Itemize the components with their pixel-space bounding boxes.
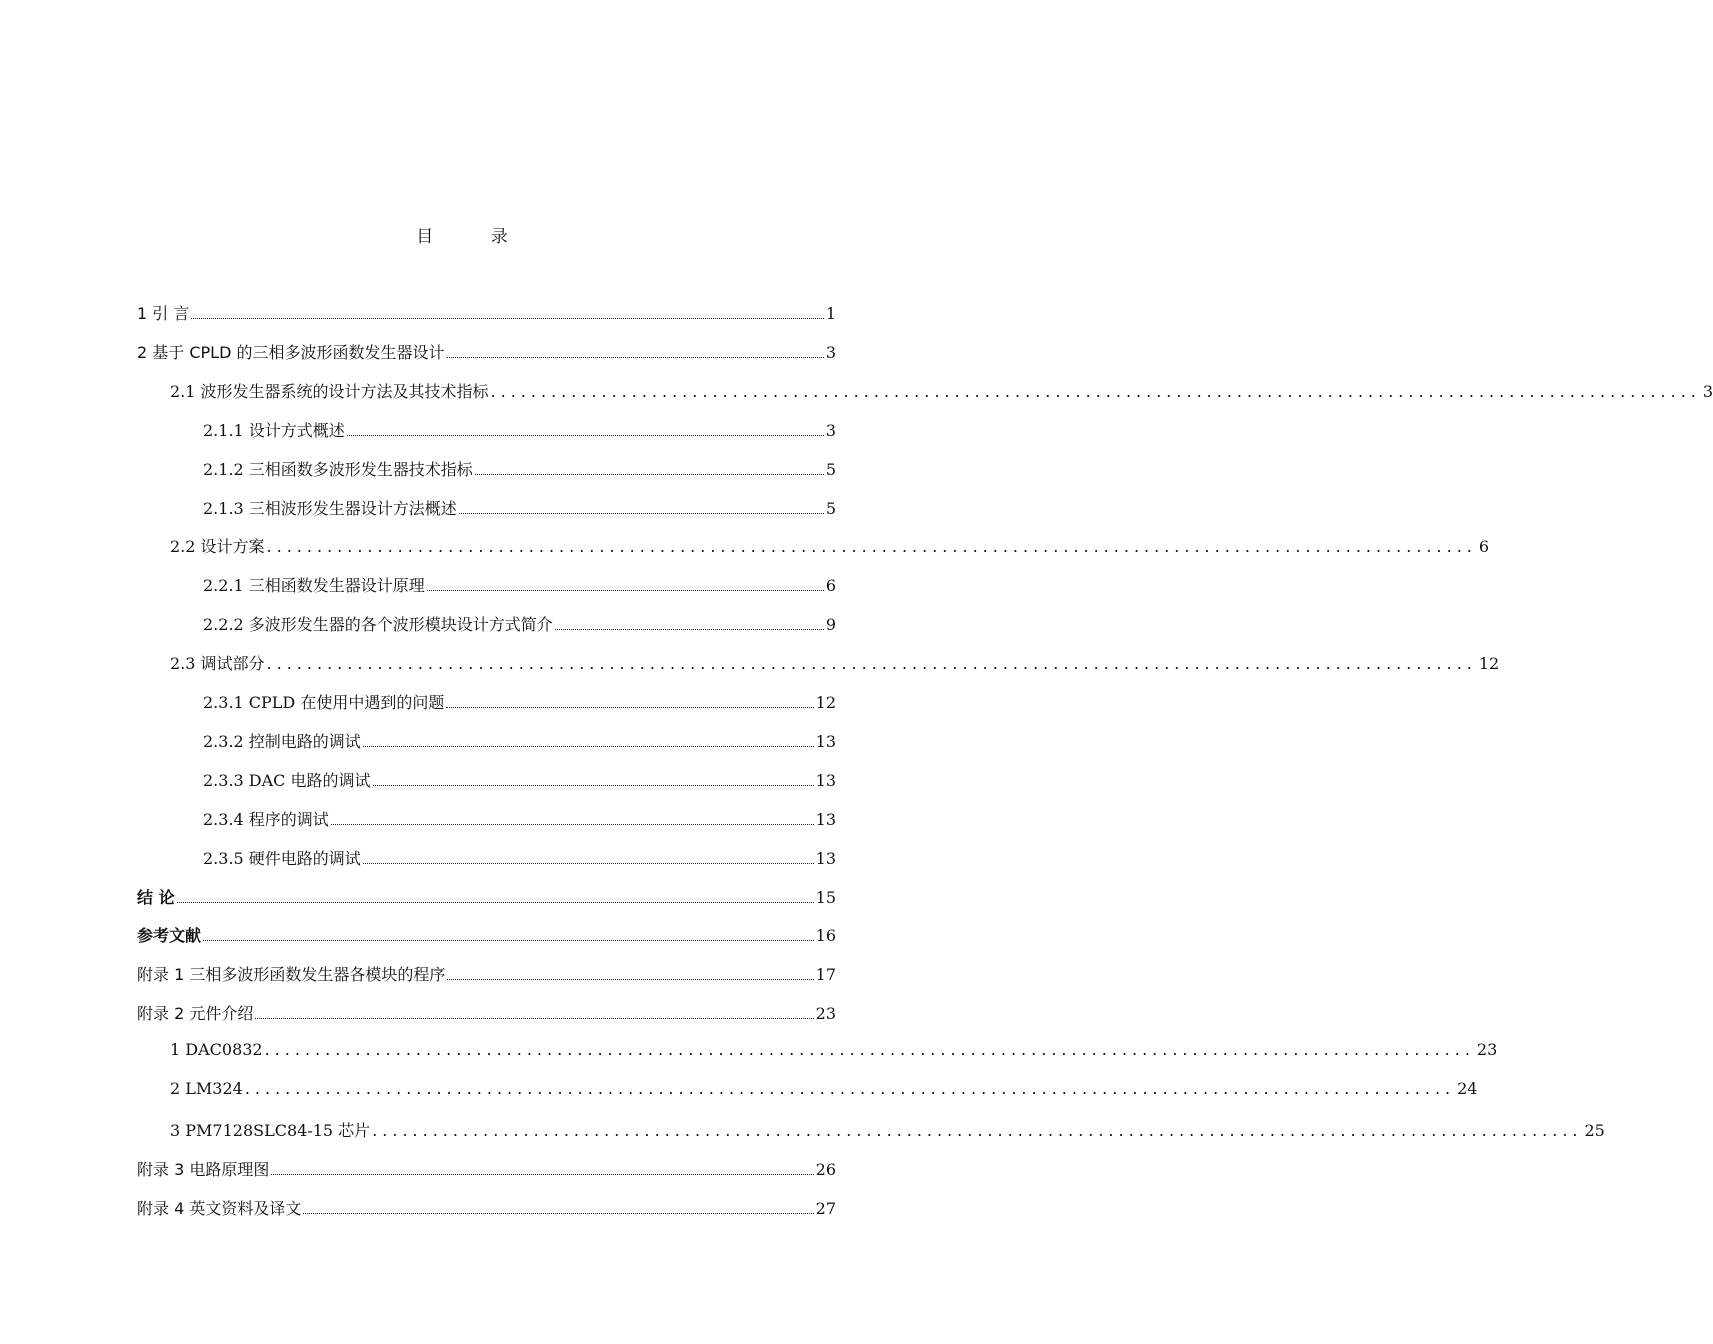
toc-entry-page: 3 [825, 342, 836, 362]
toc-entry[interactable] [137, 1001, 836, 1025]
toc-entry-label: 附录 3 电路原理图 [137, 1159, 270, 1179]
toc-entry-page: 15 [815, 887, 836, 907]
toc-entry-label: 2.3 调试部分 [170, 654, 265, 674]
toc-entry[interactable] [137, 1157, 836, 1181]
toc-entry-page: 16 [815, 926, 836, 946]
toc-entry[interactable] [203, 496, 836, 520]
toc-entry-label: 2.3.4 程序的调试 [203, 809, 329, 829]
dot-leader [363, 745, 814, 747]
toc-entry-label: 2.2 设计方案 [170, 537, 265, 557]
toc-entry-page: 23 [815, 1004, 836, 1024]
toc-entry-label: 2.2.1 三相函数发生器设计原理 [203, 576, 425, 596]
dot-leader [447, 978, 813, 980]
toc-entry-page: 5 [825, 498, 836, 518]
toc-entry[interactable] [203, 573, 836, 597]
toc-entry-page: 26 [815, 1159, 836, 1179]
dot-leader [427, 589, 824, 591]
dot-leader [459, 512, 824, 514]
toc-entry-page: 13 [815, 770, 836, 790]
toc-entry-page: 9 [825, 615, 836, 635]
dot-leader: ........................................................................................................................ [266, 654, 1477, 674]
toc-entry-label: 2.1.2 三相函数多波形发生器技术指标 [203, 459, 473, 479]
toc-entry[interactable] [203, 729, 836, 753]
dot-leader [255, 1017, 813, 1019]
toc-entry-label: 2.2.2 多波形发生器的各个波形模块设计方式简介 [203, 615, 553, 635]
toc-entry[interactable] [170, 1079, 1478, 1103]
dot-leader [475, 473, 824, 475]
page-title: 目 录 [416, 227, 534, 247]
toc-entry[interactable] [137, 340, 836, 364]
toc-entry-label: 2.3.5 硬件电路的调试 [203, 848, 361, 868]
toc-entry-label: 1 DAC0832 [170, 1040, 263, 1060]
dot-leader: ........................................................................................................................ [490, 381, 1701, 401]
toc-entry[interactable] [137, 962, 836, 986]
dot-leader [363, 862, 814, 864]
dot-leader [555, 628, 824, 630]
toc-entry[interactable] [203, 768, 836, 792]
toc-entry[interactable] [170, 1040, 1498, 1064]
toc-entry[interactable] [137, 301, 836, 325]
toc-entry-label: 参考文献 [137, 926, 202, 946]
toc-entry[interactable] [203, 612, 836, 636]
dot-leader [191, 317, 823, 319]
toc-entry-label: 1 引 言 [137, 304, 190, 323]
toc-entry-page: 5 [825, 459, 836, 479]
toc-entry-label: 2 LM324 [170, 1079, 243, 1098]
dot-leader [271, 1173, 813, 1175]
toc-entry[interactable] [170, 1118, 1605, 1142]
toc-entry-label: 附录 1 三相多波形函数发生器各模块的程序 [137, 965, 446, 985]
dot-leader [203, 939, 814, 941]
toc-entry-label: 2.1.3 三相波形发生器设计方法概述 [203, 498, 457, 518]
toc-entry[interactable] [137, 1196, 836, 1220]
toc-entry[interactable] [137, 923, 836, 947]
toc-entry[interactable] [203, 846, 836, 870]
toc-entry-label: 3 PM7128SLC84-15 芯片 [170, 1120, 371, 1140]
dot-leader [177, 901, 814, 903]
toc-entry-label: 附录 4 英文资料及译文 [137, 1198, 302, 1218]
toc-entry[interactable] [203, 418, 836, 442]
toc-entry-page: 13 [815, 731, 836, 751]
toc-entry-page: 6 [825, 576, 836, 596]
toc-entry-page: 25 [1584, 1120, 1605, 1140]
toc-entry-page: 24 [1457, 1079, 1478, 1098]
toc-entry-label: 结 论 [137, 887, 175, 907]
toc-entry-page: 12 [815, 693, 836, 712]
dot-leader [303, 1212, 813, 1214]
toc-entry-page: 1 [825, 304, 836, 323]
toc-entry-page: 27 [815, 1198, 836, 1218]
dot-leader [446, 706, 813, 708]
dot-leader [331, 823, 814, 825]
toc-entry-page: 6 [1478, 537, 1490, 557]
toc-entry[interactable] [203, 690, 836, 714]
toc-entry-page: 3 [825, 420, 836, 440]
toc-entry[interactable] [137, 885, 836, 909]
toc-entry-page: 13 [815, 848, 836, 868]
toc-entry-label: 2.1 波形发生器系统的设计方法及其技术指标 [170, 381, 489, 401]
dot-leader [347, 434, 824, 436]
dot-leader: ........................................................................................................................ [244, 1079, 1456, 1098]
toc-entry-label: 2.1.1 设计方式概述 [203, 420, 345, 440]
dot-leader [373, 784, 814, 786]
toc-entry[interactable] [203, 807, 836, 831]
dot-leader: ........................................................................................................................ [372, 1120, 1583, 1140]
toc-entry[interactable] [170, 379, 1713, 403]
toc-entry-label: 附录 2 元件介绍 [137, 1004, 254, 1024]
toc-entry-page: 12 [1478, 654, 1500, 674]
toc-entry[interactable] [170, 651, 1500, 675]
toc-entry-label: 2.3.1 CPLD 在使用中遇到的问题 [203, 693, 445, 712]
toc-entry-label: 2.3.2 控制电路的调试 [203, 731, 361, 751]
toc-entry-page: 3 [1702, 381, 1713, 401]
toc-entry-label: 2 基于 CPLD 的三相多波形函数发生器设计 [137, 342, 445, 362]
toc-entry[interactable] [203, 457, 836, 481]
dot-leader [447, 356, 824, 358]
toc-entry-label: 2.3.3 DAC 电路的调试 [203, 770, 371, 790]
toc-entry-page: 17 [815, 965, 836, 985]
dot-leader: ........................................................................................................................ [264, 1040, 1475, 1060]
dot-leader: ........................................................................................................................ [266, 537, 1477, 557]
toc-entry[interactable] [170, 534, 1490, 558]
toc-entry-page: 13 [815, 809, 836, 829]
toc-entry-page: 23 [1476, 1040, 1498, 1060]
